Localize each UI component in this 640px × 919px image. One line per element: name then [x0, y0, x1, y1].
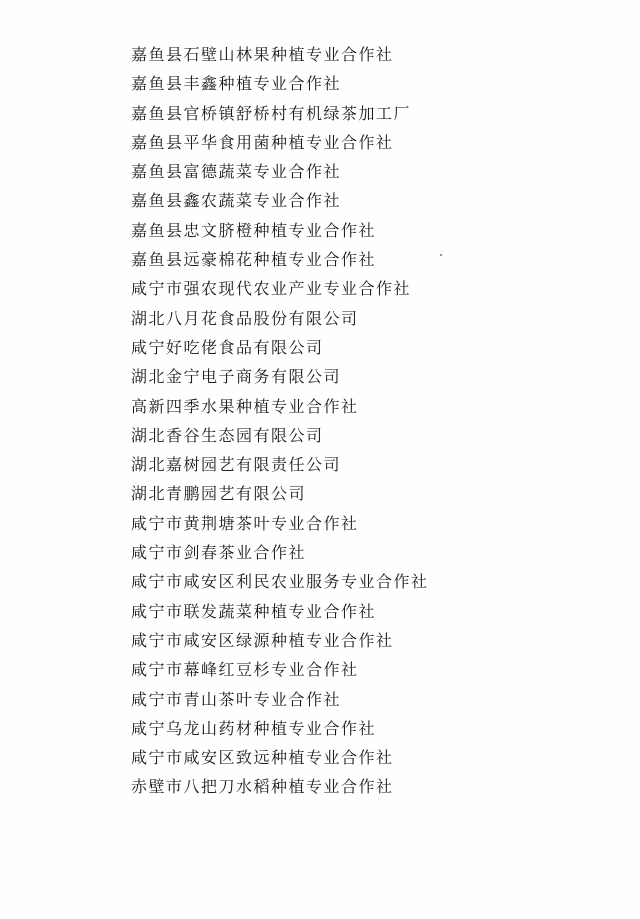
list-item: 高新四季水果种植专业合作社 [131, 396, 359, 416]
list-item: 咸宁市青山茶叶专业合作社 [131, 689, 342, 709]
scan-speck [440, 254, 442, 256]
list-item: 湖北八月花食品股份有限公司 [131, 308, 359, 328]
list-item: 嘉鱼县平华食用菌种植专业合作社 [131, 132, 394, 152]
list-item: 湖北香谷生态园有限公司 [131, 425, 324, 445]
list-item: 嘉鱼县丰鑫种植专业合作社 [131, 74, 342, 94]
list-item: 嘉鱼县远豪棉花种植专业合作社 [131, 250, 377, 270]
list-item: 咸宁市黄荆塘茶叶专业合作社 [131, 513, 359, 533]
list-item: 咸宁好吃佬食品有限公司 [131, 337, 324, 357]
list-item: 嘉鱼县官桥镇舒桥村有机绿茶加工厂 [131, 103, 412, 123]
list-item: 咸宁市咸安区绿源种植专业合作社 [131, 630, 394, 650]
list-item: 咸宁市强农现代农业产业专业合作社 [131, 279, 412, 299]
list-item: 嘉鱼县石壁山林果种植专业合作社 [131, 45, 394, 64]
list-item: 湖北金宁电子商务有限公司 [131, 367, 342, 387]
list-item: 嘉鱼县忠文脐橙种植专业合作社 [131, 220, 377, 240]
list-item: 咸宁市联发蔬菜种植专业合作社 [131, 601, 377, 621]
list-item: 咸宁市幕峰红豆杉专业合作社 [131, 660, 359, 680]
list-item: 咸宁市咸安区致远种植专业合作社 [131, 748, 394, 768]
list-item: 嘉鱼县鑫农蔬菜专业合作社 [131, 191, 342, 211]
list-item: 咸宁市咸安区利民农业服务专业合作社 [131, 572, 429, 592]
list-item: 咸宁市剑春茶业合作社 [131, 543, 307, 563]
list-item: 湖北嘉树园艺有限责任公司 [131, 455, 342, 475]
list-item: 赤壁市八把刀水稻种植专业合作社 [131, 777, 394, 797]
list-item: 嘉鱼县富德蔬菜专业合作社 [131, 162, 342, 182]
list-item: 湖北青鹏园艺有限公司 [131, 484, 307, 504]
list-item: 咸宁乌龙山药材种植专业合作社 [131, 718, 377, 738]
organization-list [131, 40, 429, 802]
